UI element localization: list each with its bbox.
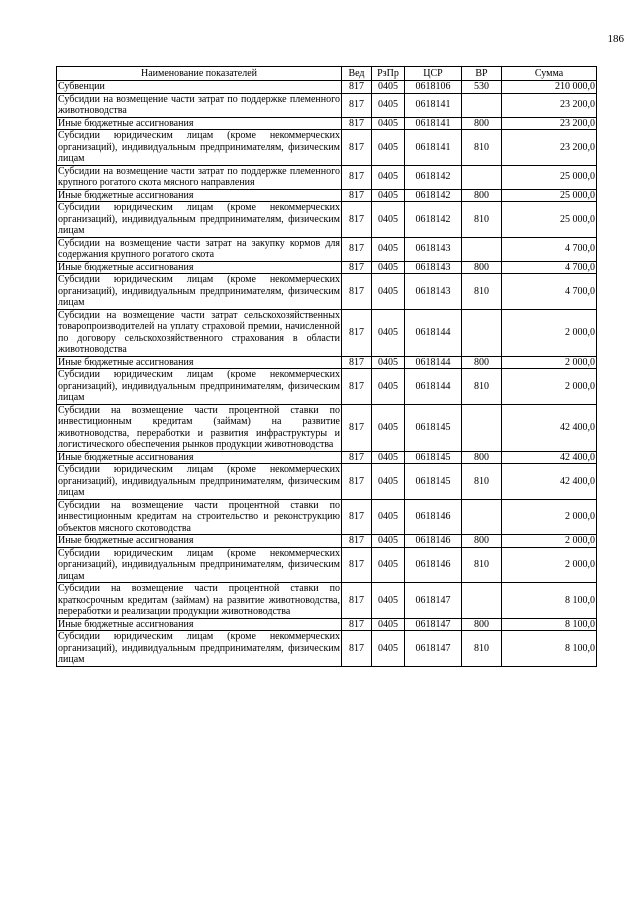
cell-ved: 817 (342, 404, 372, 451)
cell-rzpr: 0405 (372, 81, 405, 94)
table-row (57, 189, 597, 202)
cell-rzpr: 0405 (372, 274, 405, 310)
table-row (57, 535, 597, 548)
cell-vr: 800 (462, 535, 502, 548)
cell-rzpr: 0405 (372, 309, 405, 356)
cell-ved: 817 (342, 93, 372, 117)
cell-name: Субсидии на возмещение части процентной ставки по инвестиционным кредитам (займам) на развитие животноводства, переработки и развития инфраструктуры и логистического обеспечения рынков продукции животноводства (58, 404, 340, 450)
cell-rzpr: 0405 (372, 202, 405, 238)
cell-ved: 817 (342, 261, 372, 274)
cell-sum: 2 000,0 (502, 535, 597, 548)
cell-sum: 25 000,0 (502, 165, 597, 189)
cell-ved: 817 (342, 117, 372, 130)
cell-ved: 817 (342, 81, 372, 94)
table-row (57, 464, 597, 500)
cell-vr (462, 583, 502, 619)
cell-sum: 2 000,0 (502, 499, 597, 535)
cell-name: Субсидии юридическим лицам (кроме некоммерческих организаций), индивидуальным предпринимателям, физическим лицам (58, 369, 340, 403)
cell-sum: 2 000,0 (502, 356, 597, 369)
table-row (57, 274, 597, 310)
cell-ved: 817 (342, 631, 372, 667)
cell-ved: 817 (342, 189, 372, 202)
cell-name: Субсидии юридическим лицам (кроме некоммерческих организаций), индивидуальным предпринимателям, физическим лицам (58, 274, 340, 308)
table-row (57, 261, 597, 274)
cell-csr: 0618147 (405, 631, 462, 667)
cell-rzpr: 0405 (372, 189, 405, 202)
cell-vr: 800 (462, 618, 502, 631)
table-row (57, 404, 597, 451)
cell-ved: 817 (342, 583, 372, 619)
cell-sum: 42 400,0 (502, 451, 597, 464)
cell-name: Иные бюджетные ассигнования (57, 535, 342, 548)
table-row (57, 499, 597, 535)
cell-vr (462, 309, 502, 356)
cell-sum: 42 400,0 (502, 404, 597, 451)
cell-csr: 0618142 (405, 189, 462, 202)
cell-sum: 25 000,0 (502, 202, 597, 238)
cell-csr: 0618147 (405, 618, 462, 631)
cell-csr: 0618141 (405, 93, 462, 117)
cell-name: Субсидии на возмещение части затрат сельскохозяйственных товаропроизводителей на уплату страховой премии, начисленной по договору сельскохозяйственного страхования в области животноводства (58, 309, 340, 355)
cell-csr: 0618142 (405, 165, 462, 189)
cell-csr: 0618144 (405, 309, 462, 356)
cell-vr: 800 (462, 451, 502, 464)
header-vr: ВР (462, 67, 502, 81)
cell-vr (462, 165, 502, 189)
cell-name: Иные бюджетные ассигнования (57, 117, 342, 130)
cell-sum: 8 100,0 (502, 583, 597, 619)
cell-name: Субсидии юридическим лицам (кроме некоммерческих организаций), индивидуальным предпринимателям, физическим лицам (58, 464, 340, 498)
cell-rzpr: 0405 (372, 369, 405, 405)
cell-rzpr: 0405 (372, 165, 405, 189)
cell-csr: 0618143 (405, 261, 462, 274)
cell-rzpr: 0405 (372, 618, 405, 631)
cell-vr: 810 (462, 369, 502, 405)
header-rzpr: РзПр (372, 67, 405, 81)
cell-csr: 0618146 (405, 535, 462, 548)
cell-rzpr: 0405 (372, 130, 405, 166)
table-row (57, 165, 597, 189)
cell-ved: 817 (342, 202, 372, 238)
cell-sum: 2 000,0 (502, 309, 597, 356)
cell-name: Иные бюджетные ассигнования (57, 618, 342, 631)
cell-sum: 23 200,0 (502, 130, 597, 166)
cell-sum: 8 100,0 (502, 631, 597, 667)
cell-rzpr: 0405 (372, 464, 405, 500)
cell-sum: 23 200,0 (502, 93, 597, 117)
cell-rzpr: 0405 (372, 93, 405, 117)
cell-csr: 0618144 (405, 356, 462, 369)
cell-vr (462, 499, 502, 535)
cell-rzpr: 0405 (372, 356, 405, 369)
cell-sum: 2 000,0 (502, 369, 597, 405)
cell-vr: 800 (462, 356, 502, 369)
cell-rzpr: 0405 (372, 117, 405, 130)
cell-name: Иные бюджетные ассигнования (57, 189, 342, 202)
cell-csr: 0618146 (405, 547, 462, 583)
cell-name: Иные бюджетные ассигнования (57, 451, 342, 464)
cell-rzpr: 0405 (372, 535, 405, 548)
cell-csr: 0618147 (405, 583, 462, 619)
cell-ved: 817 (342, 618, 372, 631)
cell-csr: 0618145 (405, 404, 462, 451)
cell-name: Субсидии на возмещение части затрат по поддержке племенного животноводства (58, 93, 340, 116)
cell-name: Субсидии юридическим лицам (кроме некоммерческих организаций), индивидуальным предпринимателям, физическим лицам (58, 130, 340, 164)
cell-ved: 817 (342, 274, 372, 310)
cell-ved: 817 (342, 451, 372, 464)
table-header-row (57, 67, 597, 81)
table-row (57, 117, 597, 130)
cell-ved: 817 (342, 547, 372, 583)
cell-csr: 0618145 (405, 464, 462, 500)
cell-sum: 8 100,0 (502, 618, 597, 631)
cell-sum: 4 700,0 (502, 261, 597, 274)
cell-ved: 817 (342, 369, 372, 405)
table-row (57, 583, 597, 619)
page-number: 186 (607, 33, 624, 45)
table-row (57, 356, 597, 369)
table-row (57, 202, 597, 238)
cell-name: Субсидии юридическим лицам (кроме некоммерческих организаций), индивидуальным предпринимателям, физическим лицам (58, 547, 340, 582)
cell-ved: 817 (342, 130, 372, 166)
cell-ved: 817 (342, 165, 372, 189)
budget-table (56, 66, 597, 667)
table-row (57, 81, 597, 94)
cell-csr: 0618143 (405, 274, 462, 310)
cell-vr: 810 (462, 130, 502, 166)
cell-vr: 810 (462, 464, 502, 500)
cell-ved: 817 (342, 464, 372, 500)
cell-csr: 0618142 (405, 202, 462, 238)
table-row (57, 93, 597, 117)
cell-vr: 810 (462, 274, 502, 310)
cell-name: Иные бюджетные ассигнования (57, 261, 342, 274)
cell-csr: 0618144 (405, 369, 462, 405)
cell-name: Субсидии на возмещение части процентной ставки по краткосрочным кредитам (займам) на развитие животноводства, переработки и реализации продукции животноводства (58, 583, 340, 617)
cell-name: Субсидии юридическим лицам (кроме некоммерческих организаций), индивидуальным предпринимателям, физическим лицам (58, 202, 340, 236)
header-sum: Сумма (502, 67, 597, 81)
cell-rzpr: 0405 (372, 451, 405, 464)
cell-vr (462, 404, 502, 451)
cell-sum: 23 200,0 (502, 117, 597, 130)
cell-vr: 800 (462, 189, 502, 202)
cell-rzpr: 0405 (372, 499, 405, 535)
table-row (57, 631, 597, 667)
cell-name: Субсидии юридическим лицам (кроме некоммерческих организаций), индивидуальным предпринимателям, физическим лицам (58, 631, 340, 665)
cell-vr (462, 93, 502, 117)
cell-ved: 817 (342, 535, 372, 548)
table-row (57, 369, 597, 405)
table-row (57, 309, 597, 356)
cell-csr: 0618143 (405, 237, 462, 261)
cell-rzpr: 0405 (372, 583, 405, 619)
cell-rzpr: 0405 (372, 547, 405, 583)
cell-sum: 4 700,0 (502, 237, 597, 261)
table-row (57, 547, 597, 583)
table-body (57, 81, 597, 667)
cell-rzpr: 0405 (372, 237, 405, 261)
cell-name: Субсидии на возмещение части процентной ставки по инвестиционным кредитам на строительство и реконструкцию объектов мясного скотоводства (58, 499, 340, 534)
cell-sum: 25 000,0 (502, 189, 597, 202)
cell-rzpr: 0405 (372, 631, 405, 667)
cell-ved: 817 (342, 309, 372, 356)
cell-name: Субвенции (57, 81, 342, 94)
cell-rzpr: 0405 (372, 261, 405, 274)
cell-csr: 0618145 (405, 451, 462, 464)
cell-name: Субсидии на возмещение части затрат по поддержке племенного крупного рогатого скота мясного направления (58, 165, 340, 188)
cell-sum: 4 700,0 (502, 274, 597, 310)
cell-csr: 0618146 (405, 499, 462, 535)
cell-vr (462, 237, 502, 261)
table-row (57, 451, 597, 464)
cell-csr: 0618141 (405, 117, 462, 130)
cell-vr: 800 (462, 261, 502, 274)
cell-vr: 800 (462, 117, 502, 130)
cell-rzpr: 0405 (372, 404, 405, 451)
table-row (57, 237, 597, 261)
cell-sum: 2 000,0 (502, 547, 597, 583)
cell-csr: 0618106 (405, 81, 462, 94)
cell-name: Субсидии на возмещение части затрат на закупку кормов для содержания крупного рогатого скота (58, 237, 340, 260)
table-row (57, 618, 597, 631)
header-ved: Вед (342, 67, 372, 81)
cell-vr: 810 (462, 547, 502, 583)
cell-sum: 210 000,0 (502, 81, 597, 94)
cell-name: Иные бюджетные ассигнования (57, 356, 342, 369)
cell-sum: 42 400,0 (502, 464, 597, 500)
header-name: Наименование показателей (57, 67, 342, 81)
cell-vr: 810 (462, 202, 502, 238)
table-row (57, 130, 597, 166)
cell-ved: 817 (342, 499, 372, 535)
cell-vr: 810 (462, 631, 502, 667)
cell-csr: 0618141 (405, 130, 462, 166)
cell-ved: 817 (342, 237, 372, 261)
cell-ved: 817 (342, 356, 372, 369)
cell-vr: 530 (462, 81, 502, 94)
header-csr: ЦСР (405, 67, 462, 81)
